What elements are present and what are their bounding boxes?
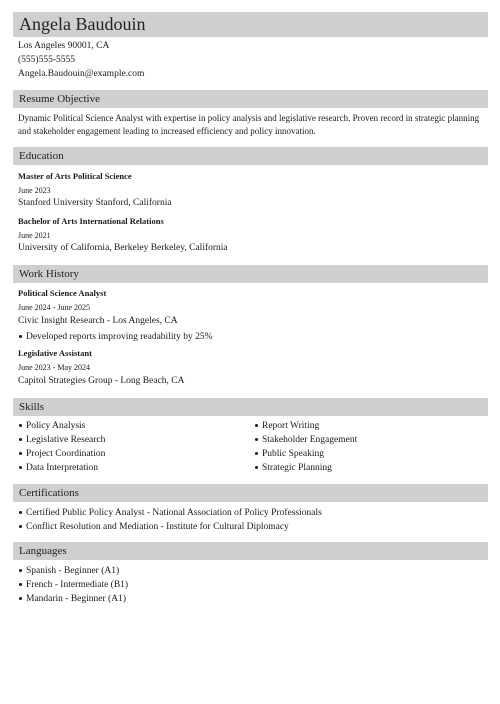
education-date: June 2021 xyxy=(18,231,51,240)
education-degree: Bachelor of Arts International Relations xyxy=(18,216,164,226)
education-date: June 2023 xyxy=(18,186,51,195)
certifications-list xyxy=(18,506,322,534)
job-dates: June 2024 - June 2025 xyxy=(18,303,90,312)
contact-email: Angela.Baudouin@example.com xyxy=(18,69,145,79)
section-heading-education: Education xyxy=(13,147,488,165)
job-company: Capitol Strategies Group - Long Beach, CA xyxy=(18,376,185,386)
skill-item: Report Writing xyxy=(254,419,357,433)
languages-list xyxy=(18,564,128,606)
job-bullets xyxy=(18,330,213,344)
objective-text: Dynamic Political Science Analyst with expertise in policy analysis and legislative research. Proven record in strategic planning and stakeholder engagement leading to increased efficiency and policy innovation. xyxy=(18,113,480,136)
skill-item: Public Speaking xyxy=(254,447,357,461)
education-degree: Master of Arts Political Science xyxy=(18,171,132,181)
contact-address: Los Angeles 90001, CA xyxy=(18,41,110,51)
job-title: Political Science Analyst xyxy=(18,288,107,298)
job-company: Civic Insight Research - Los Angeles, CA xyxy=(18,316,178,326)
language-item: Mandarin - Beginner (A1) xyxy=(18,592,128,606)
job-dates: June 2023 - May 2024 xyxy=(18,363,90,372)
skill-item: Policy Analysis xyxy=(18,419,105,433)
skill-item: Strategic Planning xyxy=(254,461,357,475)
education-school: University of California, Berkeley Berkeley, California xyxy=(18,243,228,253)
skill-item: Data Interpretation xyxy=(18,461,105,475)
job-bullet: Developed reports improving readability by 25% xyxy=(18,330,213,344)
job-title: Legislative Assistant xyxy=(18,348,92,358)
section-heading-certifications: Certifications xyxy=(13,484,488,502)
section-heading-objective: Resume Objective xyxy=(13,90,488,108)
section-heading-work-history: Work History xyxy=(13,265,488,283)
skills-list-left xyxy=(18,419,105,475)
skill-item: Stakeholder Engagement xyxy=(254,433,357,447)
section-heading-languages: Languages xyxy=(13,542,488,560)
language-item: Spanish - Beginner (A1) xyxy=(18,564,128,578)
skill-item: Project Coordination xyxy=(18,447,105,461)
skills-list-right xyxy=(254,419,357,475)
language-item: French - Intermediate (B1) xyxy=(18,578,128,592)
education-school: Stanford University Stanford, California xyxy=(18,198,172,208)
section-heading-skills: Skills xyxy=(13,398,488,416)
certification-item: Certified Public Policy Analyst - National Association of Policy Professionals xyxy=(18,506,322,520)
candidate-name: Angela Baudouin xyxy=(13,12,488,37)
certification-item: Conflict Resolution and Mediation - Institute for Cultural Diplomacy xyxy=(18,520,322,534)
contact-phone: (555)555-5555 xyxy=(18,55,75,65)
skill-item: Legislative Research xyxy=(18,433,105,447)
